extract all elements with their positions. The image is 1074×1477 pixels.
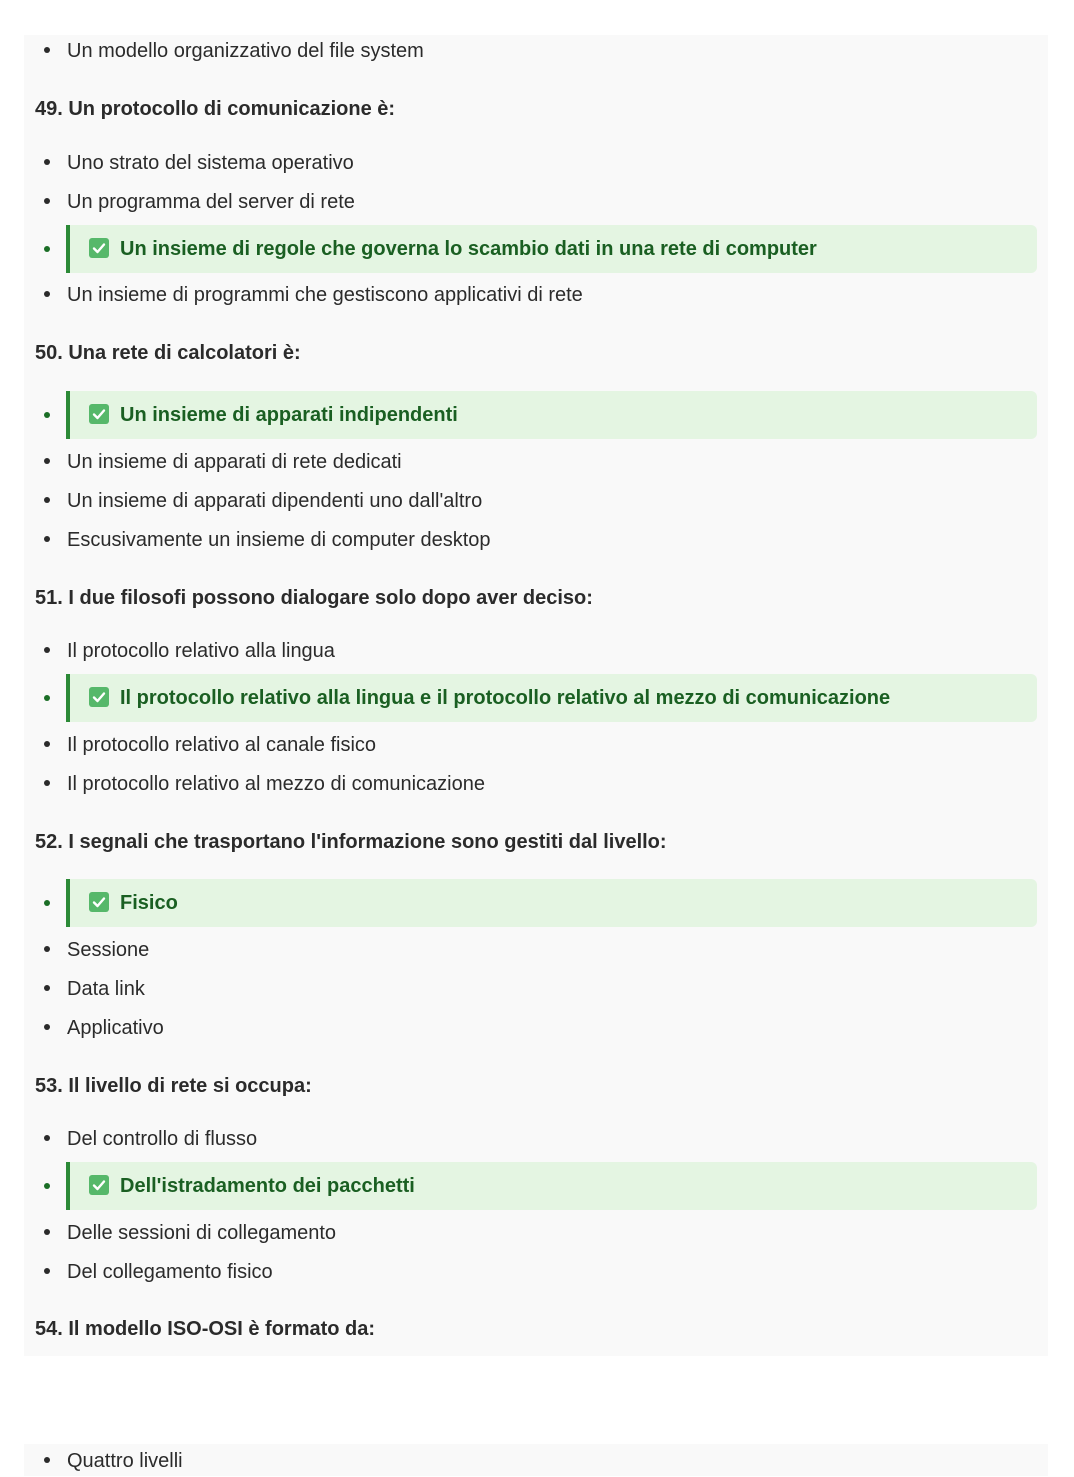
correct-answer-highlight — [66, 674, 1037, 722]
bullet-icon — [44, 159, 50, 165]
list-item — [24, 635, 1048, 667]
list-item — [24, 147, 1048, 179]
list-item — [24, 1445, 1048, 1477]
list-item — [24, 524, 1048, 556]
question-title: 49. Un protocollo di comunicazione è: — [35, 98, 396, 120]
list-item — [24, 934, 1048, 966]
list-item — [24, 729, 1048, 761]
option-text: Il protocollo relativo al mezzo di comunicazione — [67, 773, 485, 795]
bullet-icon — [44, 1135, 50, 1141]
bullet-icon — [44, 412, 50, 418]
quiz-panel-continued — [24, 1444, 1048, 1476]
option-text: Il protocollo relativo alla lingua — [67, 640, 335, 662]
option-text: Escusivamente un insieme di computer desktop — [67, 529, 491, 551]
correct-answer — [24, 879, 1048, 927]
bullet-icon — [44, 985, 50, 991]
check-box-icon — [89, 404, 109, 424]
bullet-icon — [44, 780, 50, 786]
question-title: 53. Il livello di rete si occupa: — [35, 1075, 312, 1097]
option-text: Un insieme di apparati dipendenti uno dall'altro — [67, 490, 483, 512]
list-item — [24, 1217, 1048, 1249]
list-item — [24, 485, 1048, 517]
list-item — [24, 186, 1048, 218]
list-item — [24, 279, 1048, 311]
bullet-icon — [44, 246, 50, 252]
bullet-icon — [44, 946, 50, 952]
check-box-icon — [89, 892, 109, 912]
correct-answer — [24, 674, 1048, 722]
option-text: Quattro livelli — [67, 1450, 183, 1472]
bullet-icon — [44, 536, 50, 542]
bullet-icon — [44, 1457, 50, 1463]
question-title: 54. Il modello ISO-OSI è formato da: — [35, 1318, 376, 1340]
option-text: Data link — [67, 978, 145, 1000]
correct-answer-highlight — [66, 391, 1037, 439]
bullet-icon — [44, 1229, 50, 1235]
correct-answer-highlight — [66, 879, 1037, 927]
correct-answer-text: Un insieme di regole che governa lo scambio dati in una rete di computer — [120, 238, 817, 260]
bullet-icon — [44, 1024, 50, 1030]
bullet-icon — [44, 900, 50, 906]
correct-answer — [24, 391, 1048, 439]
option-text: Del collegamento fisico — [67, 1261, 273, 1283]
bullet-icon — [44, 1183, 50, 1189]
bullet-icon — [44, 47, 50, 53]
list-item — [24, 1012, 1048, 1044]
option-text: Un insieme di programmi che gestiscono applicativi di rete — [67, 284, 583, 306]
option-text: Il protocollo relativo al canale fisico — [67, 734, 377, 756]
option-text: Uno strato del sistema operativo — [67, 152, 354, 174]
option-text: Un modello organizzativo del file system — [67, 40, 424, 62]
list-item — [24, 768, 1048, 800]
bullet-icon — [44, 1268, 50, 1274]
list-item — [24, 446, 1048, 478]
question-title: 50. Una rete di calcolatori è: — [35, 342, 301, 364]
list-item — [24, 35, 1048, 67]
bullet-icon — [44, 497, 50, 503]
bullet-icon — [44, 647, 50, 653]
correct-answer-highlight — [66, 1162, 1037, 1210]
list-item — [24, 973, 1048, 1005]
bullet-icon — [44, 695, 50, 701]
correct-answer-highlight — [66, 225, 1037, 273]
bullet-icon — [44, 291, 50, 297]
check-box-icon — [89, 238, 109, 258]
option-text: Sessione — [67, 939, 150, 961]
option-text: Un insieme di apparati di rete dedicati — [67, 451, 402, 473]
check-box-icon — [89, 1175, 109, 1195]
correct-answer — [24, 1162, 1048, 1210]
list-item — [24, 1123, 1048, 1155]
check-box-icon — [89, 687, 109, 707]
bullet-icon — [44, 198, 50, 204]
correct-answer-text: Il protocollo relativo alla lingua e il protocollo relativo al mezzo di comunicazione — [120, 687, 891, 709]
option-text: Del controllo di flusso — [67, 1128, 258, 1150]
question-title: 52. I segnali che trasportano l'informazione sono gestiti dal livello: — [35, 831, 667, 853]
quiz-panel — [24, 35, 1048, 1356]
option-text: Delle sessioni di collegamento — [67, 1222, 337, 1244]
list-item — [24, 1256, 1048, 1288]
correct-answer — [24, 225, 1048, 273]
correct-answer-text: Fisico — [120, 892, 178, 914]
bullet-icon — [44, 741, 50, 747]
bullet-icon — [44, 458, 50, 464]
correct-answer-text: Un insieme di apparati indipendenti — [120, 404, 458, 426]
option-text: Un programma del server di rete — [67, 191, 355, 213]
option-text: Applicativo — [67, 1017, 164, 1039]
question-title: 51. I due filosofi possono dialogare solo dopo aver deciso: — [35, 587, 593, 609]
correct-answer-text: Dell'istradamento dei pacchetti — [120, 1175, 415, 1197]
